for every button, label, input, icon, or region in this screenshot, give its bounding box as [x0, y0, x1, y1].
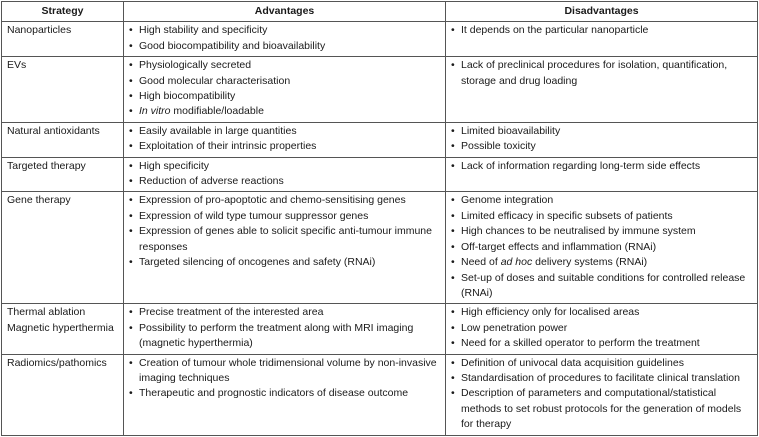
disadvantage-item: • Lack of information regarding long-term side effects [451, 159, 752, 174]
advantage-list [129, 58, 440, 120]
strategy-cell [2, 354, 124, 435]
disadvantage-item: • Need of ad hoc delivery systems (RNAi) [451, 255, 752, 270]
advantage-item: • Physiologically secreted [129, 58, 440, 73]
table-row [2, 122, 758, 157]
advantage-item: • High specificity [129, 159, 440, 174]
disadvantages-cell [446, 22, 758, 57]
advantages-cell [124, 304, 446, 354]
disadvantage-item: • Possible toxicity [451, 139, 752, 154]
disadvantages-cell [446, 192, 758, 304]
advantage-item: • Therapeutic and prognostic indicators of disease outcome [129, 386, 440, 401]
strategy-name: Gene therapy [7, 194, 71, 207]
advantage-list [129, 159, 440, 190]
strategy-cell [2, 157, 124, 192]
disadvantage-list [451, 193, 752, 301]
strategy-name: EVs [7, 59, 27, 72]
advantage-item: • Possibility to perform the treatment along with MRI imaging (magnetic hyperthermia) [129, 321, 440, 352]
advantage-list [129, 305, 440, 351]
table-row [2, 22, 758, 57]
disadvantage-item: • Standardisation of procedures to facilitate clinical translation [451, 371, 752, 386]
disadvantage-item: • High efficiency only for localised areas [451, 305, 752, 320]
header-advantages: Advantages [124, 2, 446, 22]
disadvantage-item: • Genome integration [451, 193, 752, 208]
disadvantage-list [451, 124, 752, 155]
advantage-item: • Precise treatment of the interested area [129, 305, 440, 320]
disadvantage-item: • Limited bioavailability [451, 124, 752, 139]
advantage-item: • Easily available in large quantities [129, 124, 440, 139]
advantage-item: • Expression of genes able to solicit specific anti-tumour immune responses [129, 224, 440, 255]
disadvantages-cell [446, 157, 758, 192]
strategy-cell [2, 57, 124, 123]
disadvantage-item: • Set-up of doses and suitable conditions for controlled release (RNAi) [451, 271, 752, 302]
strategy-comparison-table [1, 1, 758, 436]
strategy-name: Targeted therapy [7, 159, 86, 172]
disadvantages-cell [446, 354, 758, 435]
disadvantage-item: • Low penetration power [451, 321, 752, 336]
table-body [2, 22, 758, 435]
header-row [2, 2, 758, 22]
advantage-list [129, 193, 440, 270]
disadvantage-list [451, 356, 752, 433]
advantage-item: • High biocompatibility [129, 89, 440, 104]
advantages-cell [124, 192, 446, 304]
strategy-name: Nanoparticles [7, 24, 72, 37]
strategy-cell [2, 122, 124, 157]
table-row [2, 354, 758, 435]
advantage-item: • Targeted silencing of oncogenes and safety (RNAi) [129, 255, 440, 270]
table-row [2, 192, 758, 304]
strategy-cell [2, 22, 124, 57]
advantage-item: • Good biocompatibility and bioavailability [129, 39, 440, 54]
strategy-name: Thermal ablation [7, 306, 86, 319]
advantage-item: • Expression of pro-apoptotic and chemo-sensitising genes [129, 193, 440, 208]
disadvantages-cell [446, 57, 758, 123]
table-row [2, 304, 758, 354]
advantage-item: • High stability and specificity [129, 23, 440, 38]
disadvantage-item: • Lack of preclinical procedures for isolation, quantification, storage and drug loading [451, 58, 752, 89]
advantage-item: • Creation of tumour whole tridimensional volume by non-invasive imaging techniques [129, 356, 440, 387]
strategy-cell [2, 304, 124, 354]
disadvantage-list [451, 58, 752, 89]
disadvantage-item: • High chances to be neutralised by immune system [451, 224, 752, 239]
advantage-item: • Exploitation of their intrinsic properties [129, 139, 440, 154]
advantages-cell [124, 22, 446, 57]
advantages-cell [124, 157, 446, 192]
advantage-list [129, 23, 440, 54]
disadvantage-item: • It depends on the particular nanoparticle [451, 23, 752, 38]
disadvantage-list [451, 159, 752, 174]
strategy-name: Radiomics/pathomics [7, 356, 107, 369]
header-strategy: Strategy [2, 2, 124, 22]
advantages-cell [124, 122, 446, 157]
disadvantage-item: • Limited efficacy in specific subsets of patients [451, 209, 752, 224]
advantage-item: • Reduction of adverse reactions [129, 174, 440, 189]
advantage-item: • Expression of wild type tumour suppressor genes [129, 209, 440, 224]
advantage-list [129, 356, 440, 402]
disadvantage-item: • Need for a skilled operator to perform the treatment [451, 336, 752, 351]
advantage-item: • Good molecular characterisation [129, 74, 440, 89]
advantage-item: • In vitro modifiable/loadable [129, 104, 440, 119]
disadvantage-list [451, 305, 752, 351]
table-row [2, 57, 758, 123]
strategy-name: Natural antioxidants [7, 124, 100, 137]
disadvantages-cell [446, 122, 758, 157]
strategy-cell [2, 192, 124, 304]
disadvantage-item: • Definition of univocal data acquisition guidelines [451, 356, 752, 371]
disadvantage-item: • Description of parameters and computational/statistical methods to set robust protocols for the generation of models for therapy [451, 386, 752, 432]
table-row [2, 157, 758, 192]
strategy-name: Magnetic hyperthermia [7, 321, 114, 334]
header-disadvantages: Disadvantages [446, 2, 758, 22]
disadvantage-list [451, 23, 752, 38]
advantages-cell [124, 354, 446, 435]
disadvantage-item: • Off-target effects and inflammation (RNAi) [451, 240, 752, 255]
disadvantages-cell [446, 304, 758, 354]
advantages-cell [124, 57, 446, 123]
advantage-list [129, 124, 440, 155]
